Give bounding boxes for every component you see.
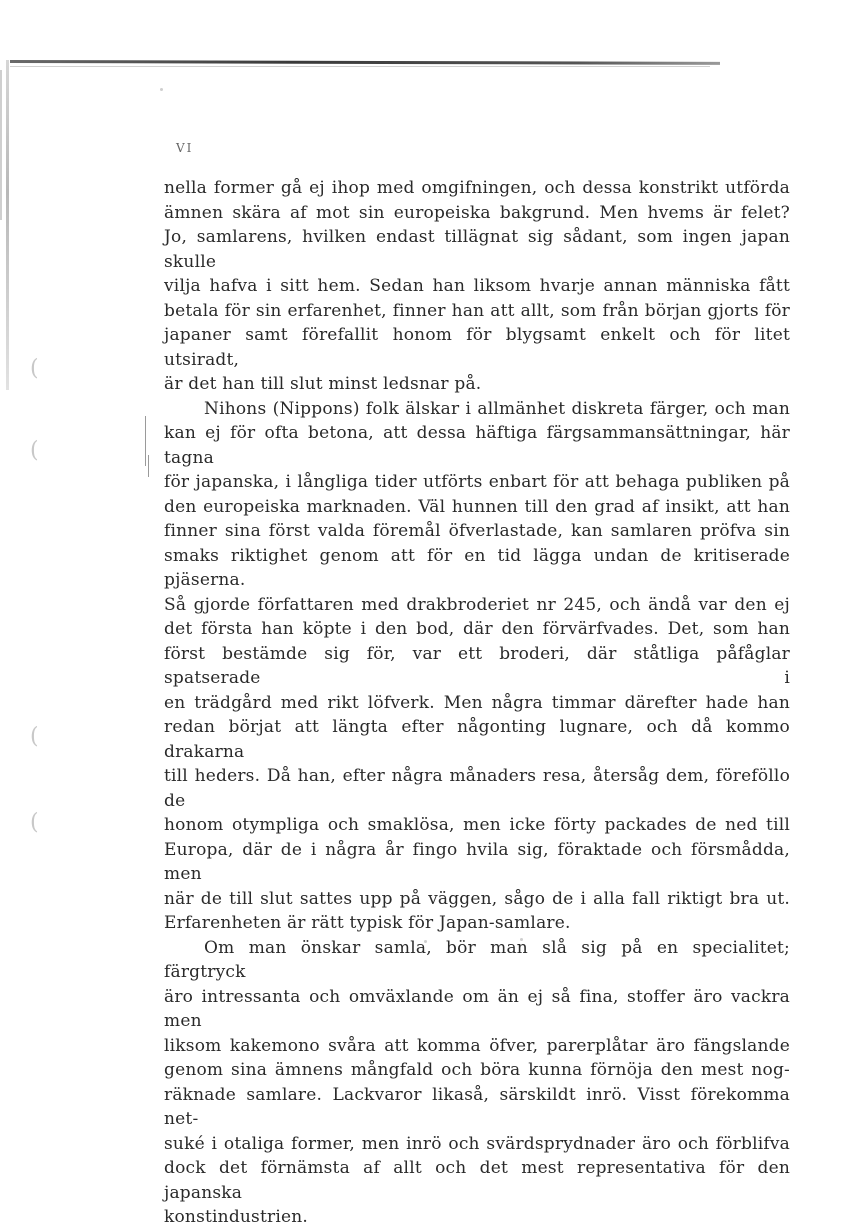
text-line: Nihons (Nippons) folk älskar i allmänhet diskreta färger, och man	[204, 398, 790, 419]
margin-bar	[148, 455, 149, 477]
text-line: kan ej för ofta betona, att dessa häftiga färgsammansättningar, här tagna	[164, 423, 790, 468]
text-line: en trädgård med rikt löfverk. Men några timmar därefter hade han	[164, 692, 790, 713]
text-line: Europa, där de i några år fingo hvila sig, föraktade och försmådda, men	[164, 839, 790, 884]
text-line: finner sina först valda föremål öfverlastade, kan samlaren pröfva sin	[164, 521, 790, 541]
text-line: först bestämde sig för, var ett broderi, där ståtliga påfåglar spatserade i	[164, 643, 790, 688]
text-line: redan börjat att längta efter någonting lugnare, och då kommo drakarna	[164, 717, 790, 762]
text-line: suké i otaliga former, men inrö och svärdsprydnader äro och förblifva	[164, 1133, 790, 1154]
paragraph	[164, 936, 790, 1230]
text-line: liksom kakemono svåra att komma öfver, parerplåtar äro fängslande	[164, 1035, 790, 1056]
text-line: genom sina ämnens mångfald och böra kunna förnöja den mest nog-	[164, 1060, 790, 1080]
text-line: smaks riktighet genom att för en tid lägga undan de kritiserade pjäserna.	[164, 545, 790, 590]
text-line: Så gjorde författaren med drakbroderiet nr 245, och ändå var den ej	[164, 594, 790, 615]
text-line: det första han köpte i den bod, där den förvärfvades. Det, som han	[164, 619, 790, 639]
scan-edge-shadow	[0, 70, 2, 220]
body-text	[164, 176, 790, 1230]
text-line: är det han till slut minst ledsnar på.	[164, 374, 482, 394]
text-line: Erfarenheten är rätt typisk för Japan-samlare.	[164, 913, 571, 933]
text-line: för japanska, i långliga tider utförts enbart för att behaga publiken på	[164, 472, 790, 492]
text-line: äro intressanta och omväxlande om än ej så fina, stoffer äro vackra men	[164, 986, 790, 1031]
paragraph	[164, 397, 790, 936]
margin-mark: (	[30, 724, 39, 749]
text-line: japaner samt förefallit honom för blygsamt enkelt och för litet utsiradt,	[164, 325, 790, 370]
text-line: den europeiska marknaden. Väl hunnen till den grad af insikt, att han	[164, 496, 790, 517]
top-rule	[10, 60, 720, 65]
speck	[160, 88, 163, 91]
top-rule-shadow	[10, 66, 710, 67]
text-line: ämnen skära af mot sin europeiska bakgrund. Men hvems är felet?	[164, 202, 790, 223]
text-line: betala för sin erfarenhet, finner han att allt, som från början gjorts för	[164, 300, 790, 321]
text-line: Om man önskar samla, bör man slå sig på en specialitet; färgtryck	[164, 937, 790, 982]
text-line: dock det förnämsta af allt och det mest representativa för den japanska	[164, 1158, 790, 1203]
margin-mark: (	[30, 438, 39, 463]
margin-mark: (	[30, 356, 39, 381]
paragraph	[164, 176, 790, 397]
text-line: när de till slut sattes upp på väggen, sågo de i alla fall riktigt bra ut.	[164, 888, 790, 909]
scan-edge	[6, 60, 9, 390]
text-line: till heders. Då han, efter några månaders resa, återsåg dem, föreföllo de	[164, 766, 790, 811]
text-line: Jo, samlarens, hvilken endast tillägnat sig sådant, som ingen japan skulle	[164, 227, 790, 272]
text-line: konstindustrien.	[164, 1207, 308, 1227]
text-line: honom otympliga och smaklösa, men icke förty packades de ned till	[164, 815, 790, 835]
page-number: VI	[176, 141, 194, 155]
margin-mark: (	[30, 810, 39, 835]
text-line: nella former gå ej ihop med omgifningen, och dessa konstrikt utförda	[164, 178, 790, 198]
margin-bar	[145, 416, 146, 466]
text-line: vilja hafva i sitt hem. Sedan han liksom hvarje annan människa fått	[164, 276, 790, 296]
text-line: räknade samlare. Lackvaror likaså, särskildt inrö. Visst förekomma net-	[164, 1084, 790, 1129]
